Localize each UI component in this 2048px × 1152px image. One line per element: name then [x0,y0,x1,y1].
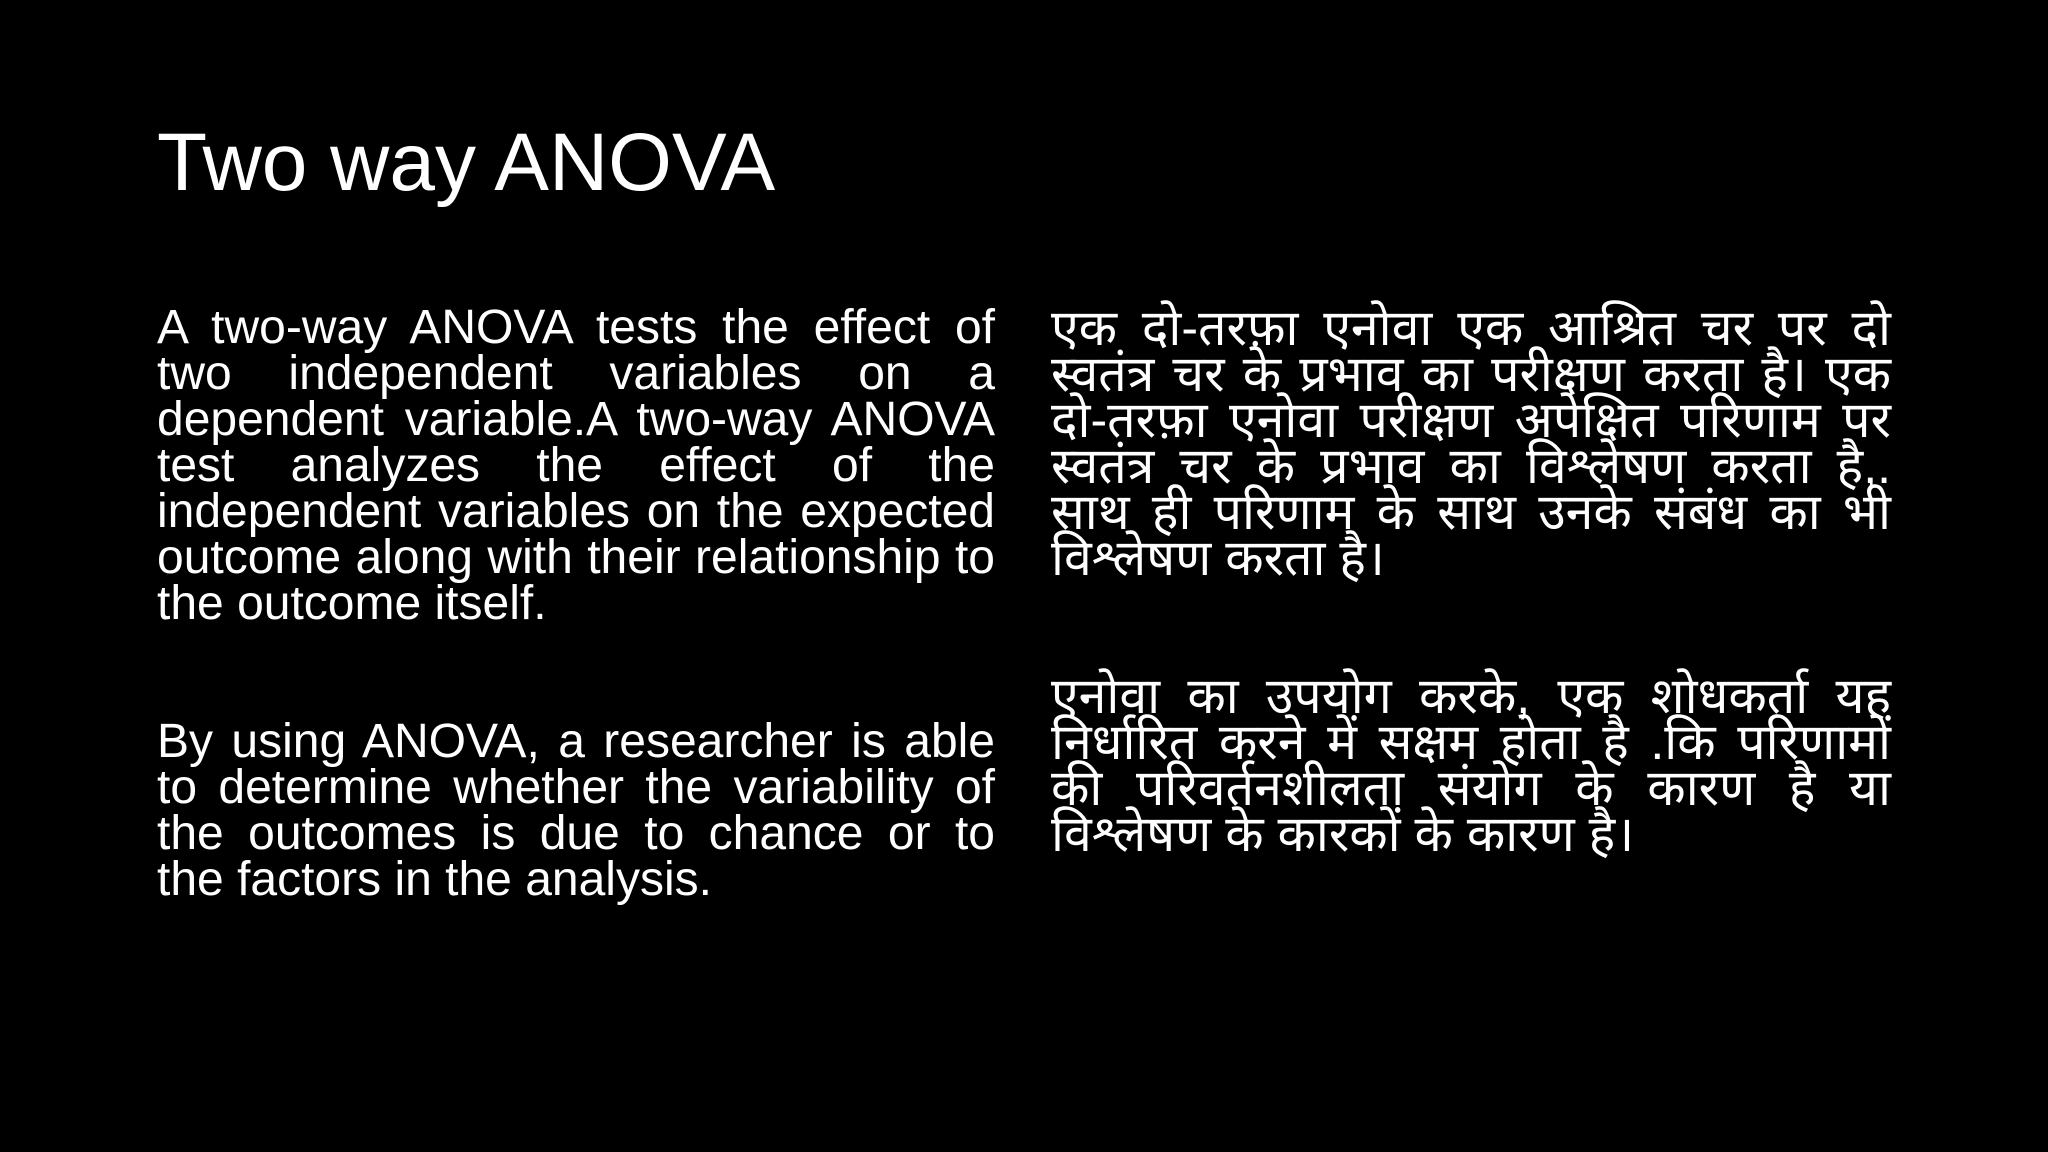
hindi-column [1051,300,1891,862]
hindi-paragraph-2: एनोवा का उपयोग करके, एक शोधकर्ता यह निर्धारित करने में सक्षम होता है .कि परिणामों की परिवर्तनशीलता संयोग के कारण है या विश्लेषण के कारकों के कारण है। [1051,668,1891,862]
english-paragraph-1: A two-way ANOVA tests the effect of two independent variables on a dependent variable.A two-way ANOVA test analyzes the effect of the independent variables on the expected outcome along with their relationship to the outcome itself. [157,301,995,630]
slide-title: Two way ANOVA [157,117,776,208]
english-column [157,301,995,906]
hindi-paragraph-1: एक दो-तरफ़ा एनोवा एक आश्रित चर पर दो स्वतंत्र चर के प्रभाव का परीक्षण करता है। एक दो-तरफ़ा एनोवा परीक्षण अपेक्षित परिणाम पर स्वतंत्र चर के प्रभाव का विश्लेषण करता है,. साथ ही परिणाम के साथ उनके संबंध का भी विश्लेषण करता है। [1051,300,1891,586]
english-paragraph-2: By using ANOVA, a researcher is able to determine whether the variability of the outcomes is due to chance or to the factors in the analysis. [157,715,995,906]
